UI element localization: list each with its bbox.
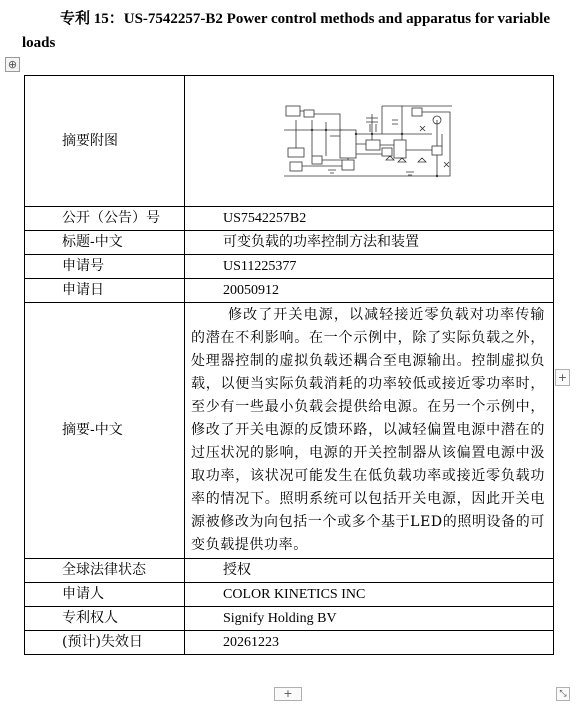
document-heading: 专利 15：US-7542257-B2 Power control methods and apparatus for variable loads [22, 11, 551, 51]
table-row [25, 279, 554, 303]
table-move-handle[interactable]: ⊕ [5, 57, 20, 72]
title-value: 可变负载的功率控制方法和装置 [185, 231, 554, 255]
add-column-button[interactable]: + [555, 369, 570, 386]
application-label: 申请号 [25, 255, 185, 279]
table-row [25, 207, 554, 231]
application-value: US11225377 [185, 255, 554, 279]
expiry-label: (预计)失效日 [25, 631, 185, 655]
table-row [25, 583, 554, 607]
patent-info-table [24, 75, 554, 655]
filing-date-value: 20050912 [185, 279, 554, 303]
title-label: 标题-中文 [25, 231, 185, 255]
applicant-value: COLOR KINETICS INC [185, 583, 554, 607]
legal-status-label: 全球法律状态 [25, 559, 185, 583]
figure-label: 摘要附图 [25, 76, 185, 207]
abstract-label: 摘要-中文 [25, 303, 185, 559]
assignee-value: Signify Holding BV [185, 607, 554, 631]
expiry-value: 20261223 [185, 631, 554, 655]
add-row-button[interactable]: + [274, 687, 302, 701]
assignee-label: 专利权人 [25, 607, 185, 631]
table-row [25, 231, 554, 255]
table-row [25, 631, 554, 655]
table-row [25, 607, 554, 631]
table-row [25, 303, 554, 559]
publication-label: 公开（公告）号 [25, 207, 185, 231]
abstract-cell [185, 303, 554, 559]
figure-cell [185, 76, 554, 207]
table-resize-handle[interactable]: ⤡ [556, 687, 570, 701]
legal-status-value: 授权 [185, 559, 554, 583]
table-row [25, 559, 554, 583]
abstract-text: 修改了开关电源，以减轻接近零负载对功率传输的潜在不利影响。在一个示例中，除了实际负载之外，处理器控制的虚拟负载还耦合至电源输出。控制虚拟负载，以便当实际负载消耗的功率较低或接近零功率时，至少有一些最小负载会提供给电源。在另一个示例中，修改了开关电源的反馈环路，以减轻偏置电源中潜在的过压状况的影响，电源的开关控制器从该偏置电源中汲取功率，该状况可能发生在低负载功率或接近零负载功率的情况下。照明系统可以包括开关电源，因此开关电源被修改为向包括一个或多个基于LED的照明设备的可变负载提供功率。 [191, 307, 545, 553]
circuit-diagram-image [282, 100, 457, 182]
table-row [25, 76, 554, 207]
filing-date-label: 申请日 [25, 279, 185, 303]
publication-value: US7542257B2 [185, 207, 554, 231]
table-row [25, 255, 554, 279]
applicant-label: 申请人 [25, 583, 185, 607]
